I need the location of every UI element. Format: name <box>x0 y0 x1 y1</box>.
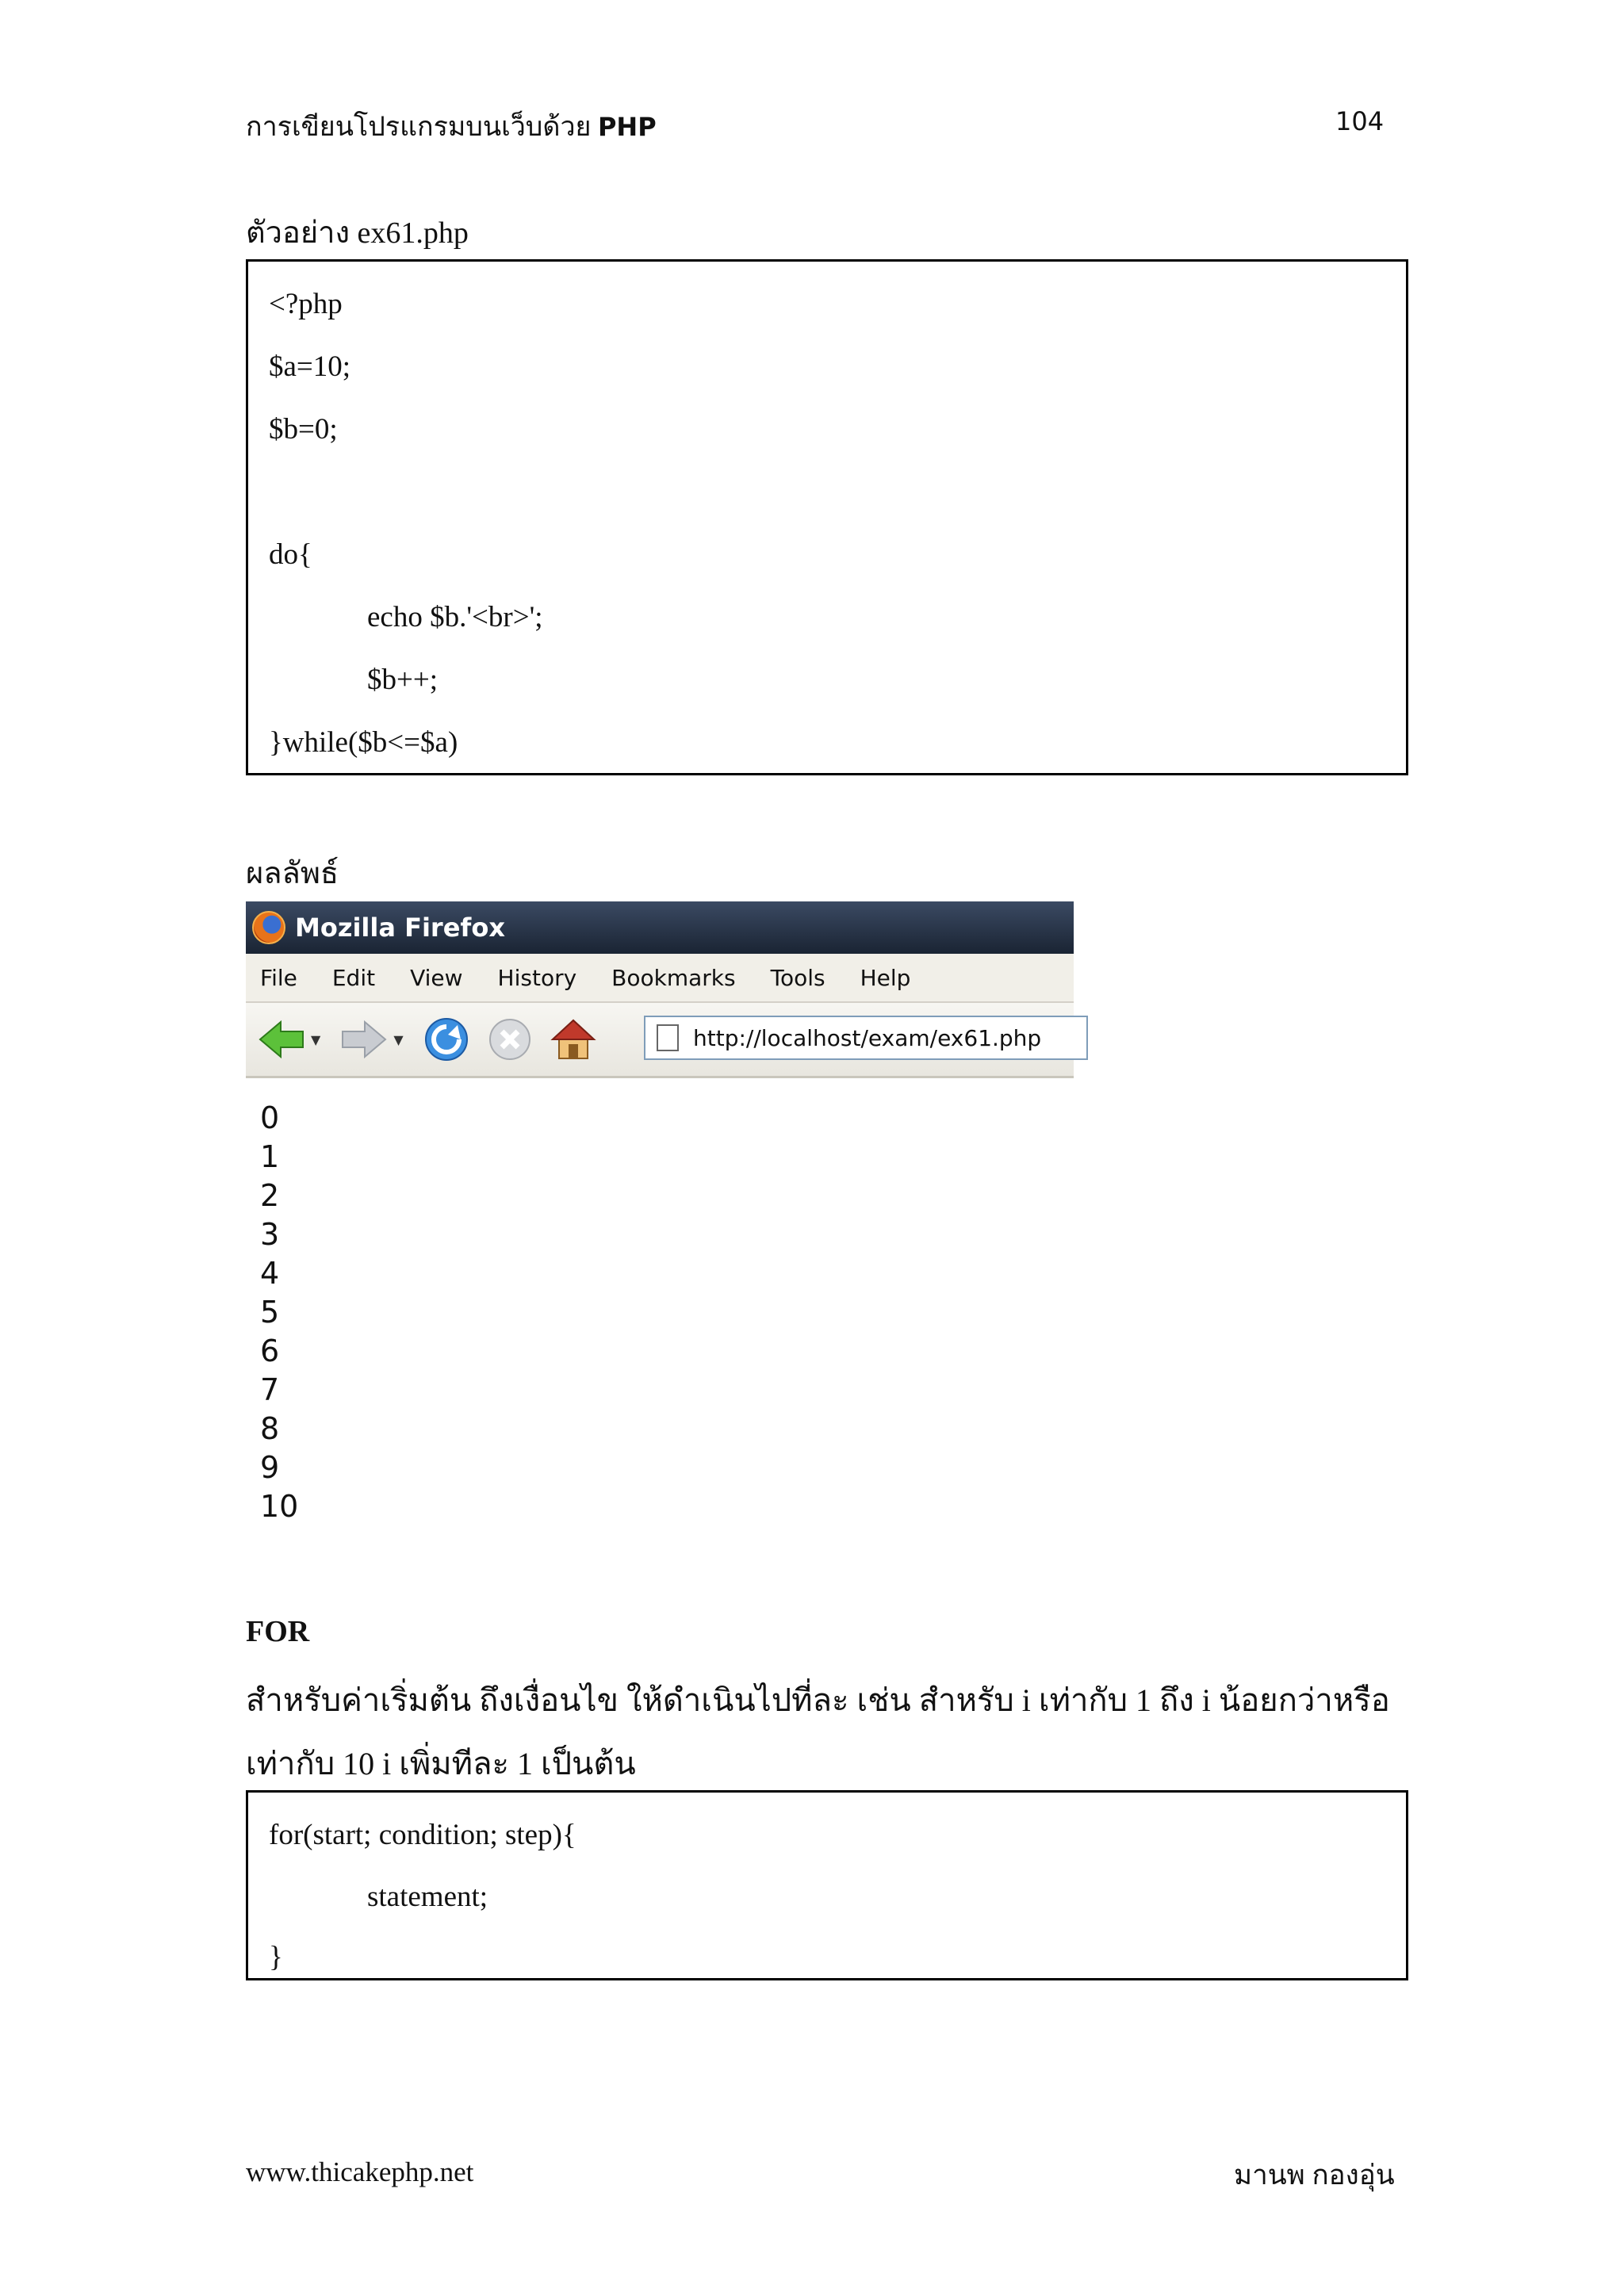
code-block-ex61 <box>246 259 1408 775</box>
header-title: การเขียนโปรแกรมบนเว็บด้วย <box>246 113 598 142</box>
example-label: ตัวอย่าง ex61.php <box>246 216 469 250</box>
menu-history[interactable]: History <box>497 964 577 991</box>
header-title-php: PHP <box>597 112 657 142</box>
output-line: 9 <box>260 1450 280 1485</box>
menu-edit[interactable]: Edit <box>331 964 376 991</box>
browser-title: Mozilla Firefox <box>295 913 505 943</box>
output-line: 10 <box>260 1489 299 1524</box>
running-header <box>246 105 657 147</box>
for-description-line1: สำหรับค่าเริ่มต้น ถึงเงื่อนไข ให้ดำเนินไปที่ละ เช่น สำหรับ i เท่ากับ 1 ถึง i น้อยกว่าหรือ <box>246 1682 1390 1718</box>
code-line: echo $b.'<br>'; <box>367 601 543 633</box>
home-icon[interactable] <box>550 1017 597 1062</box>
output-line: 0 <box>260 1100 280 1135</box>
forward-dropdown-icon[interactable]: ▼ <box>393 1031 404 1047</box>
footer-website: www.thicakephp.net <box>246 2156 474 2187</box>
code-line: <?php <box>269 288 343 320</box>
code-block-for-syntax <box>246 1790 1408 1980</box>
code-line: $a=10; <box>269 350 351 383</box>
stop-icon[interactable] <box>488 1017 532 1062</box>
browser-menubar <box>246 954 1074 1003</box>
back-arrow-icon[interactable] <box>257 1019 306 1060</box>
browser-toolbar <box>246 1003 1074 1078</box>
output-line: 1 <box>260 1139 280 1174</box>
browser-titlebar <box>246 901 1074 954</box>
reload-icon[interactable] <box>423 1016 470 1063</box>
code-line: statement; <box>367 1881 488 1913</box>
code-line: }while($b<=$a) <box>269 726 458 759</box>
code-line: } <box>269 1941 283 1973</box>
firefox-logo-icon <box>252 911 285 944</box>
output-line: 5 <box>260 1295 280 1330</box>
for-heading: FOR <box>246 1615 310 1648</box>
address-bar[interactable] <box>644 1016 1088 1060</box>
output-line: 4 <box>260 1256 280 1291</box>
menu-file[interactable]: File <box>260 964 297 991</box>
page-number: 104 <box>1335 106 1385 136</box>
menu-bookmarks[interactable]: Bookmarks <box>611 964 736 991</box>
code-line: for(start; condition; step){ <box>269 1819 576 1851</box>
output-line: 3 <box>260 1217 280 1252</box>
menu-tools[interactable]: Tools <box>770 964 825 991</box>
output-line: 6 <box>260 1334 280 1368</box>
code-line: $b++; <box>367 664 439 696</box>
menu-view[interactable]: View <box>410 964 463 991</box>
code-line: do{ <box>269 538 312 571</box>
footer-author: มานพ กองอุ่น <box>1234 2160 1395 2191</box>
code-line: $b=0; <box>269 413 338 446</box>
result-label: ผลลัพธ์ <box>246 857 339 890</box>
browser-window <box>246 901 1074 1078</box>
back-dropdown-icon[interactable]: ▼ <box>311 1031 321 1047</box>
menu-help[interactable]: Help <box>860 964 911 991</box>
for-description-line2: เท่ากับ 10 i เพิ่มทีละ 1 เป็นต้น <box>246 1746 636 1781</box>
page-icon <box>657 1024 679 1051</box>
browser-output <box>260 1099 298 1526</box>
url-text: http://localhost/exam/ex61.php <box>693 1024 1042 1051</box>
output-line: 8 <box>260 1411 280 1446</box>
forward-arrow-icon[interactable] <box>339 1019 389 1060</box>
output-line: 7 <box>260 1372 280 1407</box>
output-line: 2 <box>260 1178 280 1213</box>
